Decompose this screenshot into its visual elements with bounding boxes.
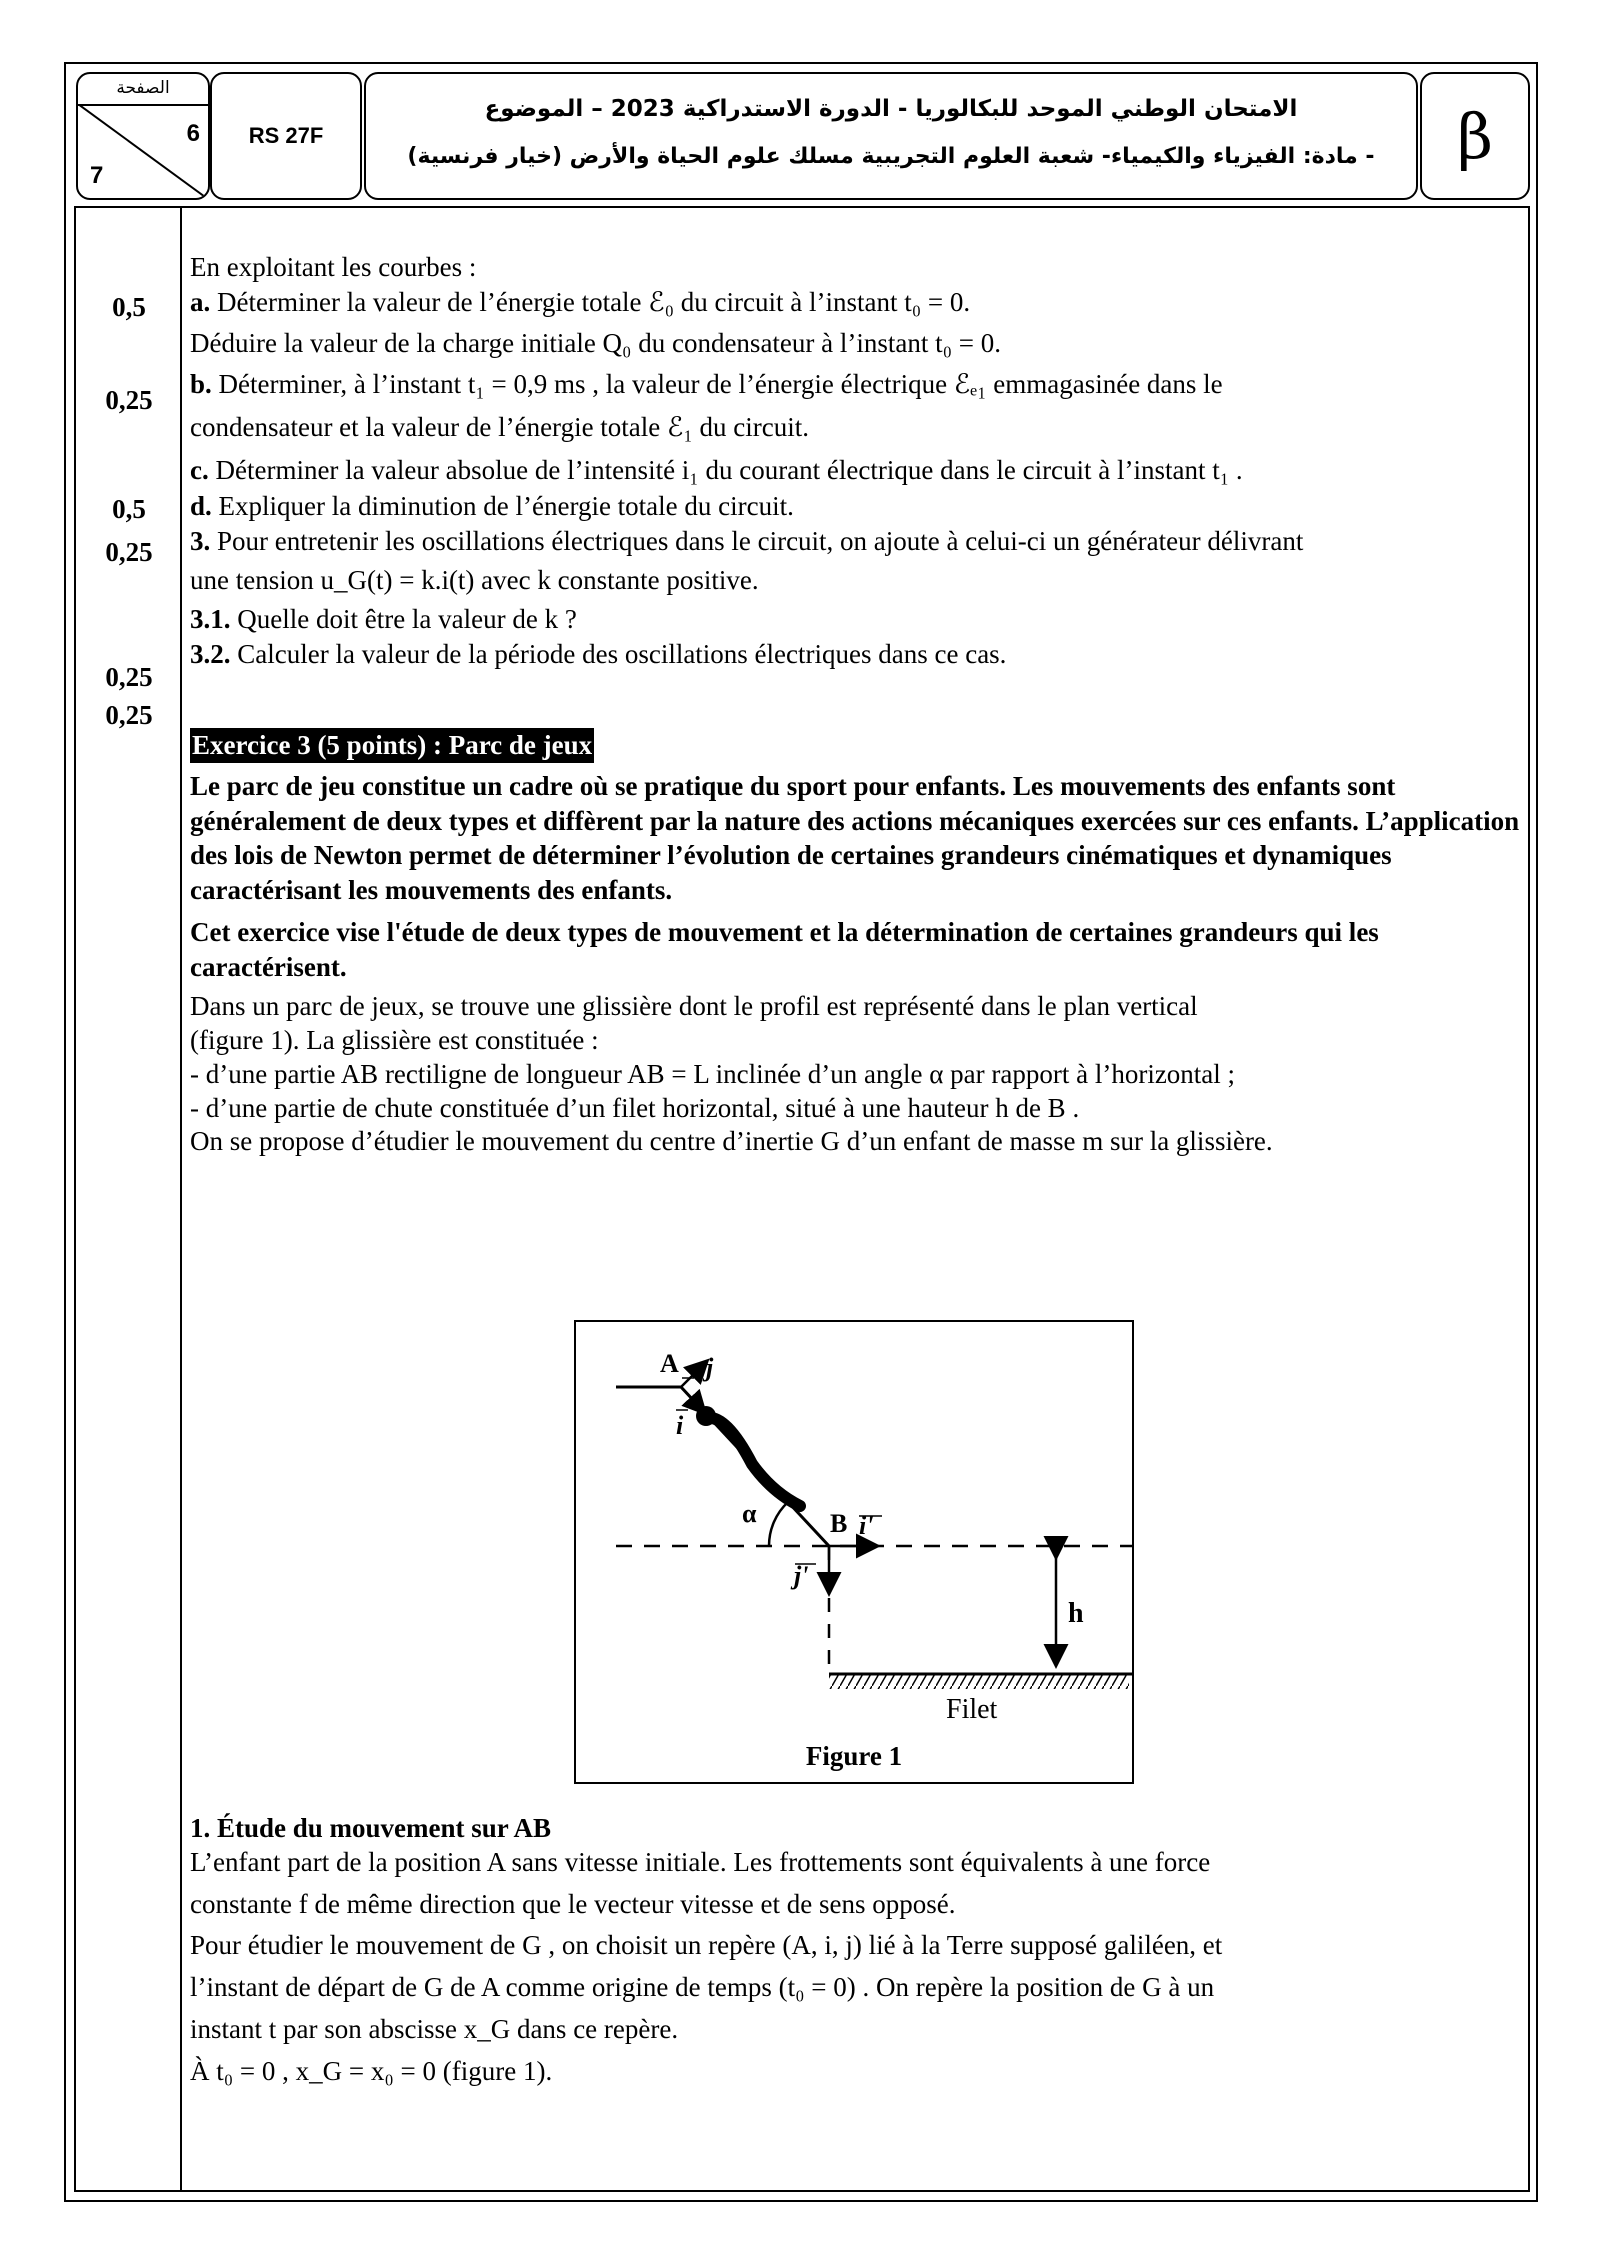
net-hatching bbox=[829, 1675, 1129, 1689]
angle-alpha-arc bbox=[769, 1502, 788, 1546]
question-a: a. Déterminer la valeur de l’énergie totale ℰ₀ du circuit à l’instant t₀ = 0. bbox=[190, 287, 971, 318]
question-c: c. Déterminer la valeur absolue de l’intensité i₁ du courant électrique dans le circuit à l’instant t₁ . bbox=[190, 455, 1243, 486]
description-line3: - d’une partie AB rectiligne de longueur AB = L inclinée d’un angle α par rapport à l’horizontal ; bbox=[190, 1058, 1236, 1089]
label-h: h bbox=[1068, 1598, 1084, 1629]
section-1-line3: Pour étudier le mouvement de G , on choisit un repère (A, i, j) lié à la Terre supposé galiléen, et bbox=[190, 1930, 1223, 1961]
question-d: d. Expliquer la diminution de l’énergie totale du circuit. bbox=[190, 490, 794, 521]
description-line5: On se propose d’étudier le mouvement du centre d’inertie G d’un enfant de masse m sur la glissière. bbox=[190, 1126, 1273, 1157]
question-b: b. Déterminer, à l’instant t₁ = 0,9 ms , la valeur de l’énergie électrique ℰₑ₁ emmagasinée dans le bbox=[190, 369, 1223, 400]
version-badge: β bbox=[1420, 72, 1530, 200]
exercise-goal: Cet exercice vise l'étude de deux types de mouvement et la détermination de certaines grandeurs qui les caractérisent. bbox=[190, 917, 1379, 982]
exercise-intro: Le parc de jeu constitue un cadre où se pratique du sport pour enfants. Les mouvements des enfants sont généralement de deux types et diffèrent par la nature des actions mécaniques exercées sur ces enfants. L’application des lois de Newton permet de déterminer l’évolution de certaines grandeurs cinématiques et dynamiques caractérisant les mouvements des enfants. bbox=[190, 771, 1520, 905]
figure-caption: Figure 1 bbox=[805, 1741, 903, 1771]
question-3-2: 3.2. Calculer la valeur de la période des oscillations électriques dans ce cas. bbox=[190, 638, 1007, 669]
slide-diagram bbox=[576, 1322, 1132, 1782]
question-3-1: 3.1. Quelle doit être la valeur de k ? bbox=[190, 603, 577, 634]
content bbox=[190, 250, 1520, 1159]
section-1-line2: constante f de même direction que le vecteur vitesse et de sens opposé. bbox=[190, 1888, 956, 1919]
exam-title-box bbox=[364, 72, 1418, 200]
vector-j-arrow bbox=[681, 1362, 706, 1387]
figure-1 bbox=[574, 1320, 1134, 1784]
exam-title-line2: - مادة: الفيزياء والكيمياء- شعبة العلوم التجريبية مسلك علوم الحياة والأرض (خيار فرنسية) bbox=[407, 144, 1375, 169]
intro-text: En exploitant les courbes : bbox=[190, 252, 477, 282]
score-qa: 0,5 bbox=[112, 292, 146, 322]
description-line1: Dans un parc de jeux, se trouve une glissière dont le profil est représenté dans le plan vertical bbox=[190, 991, 1198, 1022]
score-qb: 0,25 bbox=[105, 385, 153, 415]
exercise-title: Exercice 3 (5 points) : Parc de jeux bbox=[190, 728, 594, 763]
score-q31: 0,25 bbox=[105, 662, 153, 692]
section-1-line1: L’enfant part de la position A sans vitesse initiale. Les frottements sont équivalents à une force bbox=[190, 1846, 1211, 1877]
label-j: j bbox=[706, 1353, 714, 1382]
label-A: A bbox=[660, 1349, 679, 1378]
label-filet: Filet bbox=[946, 1694, 998, 1725]
question-3: 3. Pour entretenir les oscillations électriques dans le circuit, on ajoute à celui-ci un générateur délivrant bbox=[190, 525, 1304, 556]
description-line4: - d’une partie de chute constituée d’un filet horizontal, situé à une hauteur h de B . bbox=[190, 1092, 1080, 1123]
question-b-line2: condensateur et la valeur de l’énergie totale ℰ₁ du circuit. bbox=[190, 412, 809, 443]
description-line2: (figure 1). La glissière est constituée : bbox=[190, 1025, 599, 1056]
score-qc: 0,5 bbox=[112, 494, 146, 524]
page-total: 7 bbox=[90, 162, 104, 189]
label-i: i bbox=[676, 1411, 684, 1440]
section-1-title: 1. Étude du mouvement sur AB bbox=[190, 1813, 552, 1843]
label-i-prime: i' bbox=[859, 1511, 874, 1540]
exam-code: RS 27F bbox=[210, 72, 362, 200]
section-1-line6: À t₀ = 0 , x_G = x₀ = 0 (figure 1). bbox=[190, 2055, 553, 2086]
vector-i-arrow bbox=[681, 1387, 704, 1412]
label-alpha: α bbox=[742, 1499, 757, 1528]
score-qd: 0,25 bbox=[105, 537, 153, 567]
section-1-line4: l’instant de départ de G de A comme origine de temps (t₀ = 0) . On repère la position de G à un bbox=[190, 1972, 1215, 2002]
page-current: 6 bbox=[186, 120, 200, 147]
page-number-box bbox=[76, 72, 210, 200]
label-j-prime: j' bbox=[794, 1561, 809, 1590]
page-label: الصفحة bbox=[78, 74, 208, 106]
question-a-line2: Déduire la valeur de la charge initiale Q₀ du condensateur à l’instant t₀ = 0. bbox=[190, 328, 1002, 359]
section-1 bbox=[190, 1812, 1520, 2088]
score-q32: 0,25 bbox=[105, 700, 153, 730]
section-1-line5: instant t par son abscisse x_G dans ce repère. bbox=[190, 2013, 679, 2044]
label-B: B bbox=[830, 1509, 848, 1538]
exam-title-line1: الامتحان الوطني الموحد للبكالوريا - الدورة الاستدراكية 2023 – الموضوع bbox=[484, 96, 1298, 122]
question-3-line2: une tension u_G(t) = k.i(t) avec k constante positive. bbox=[190, 564, 759, 595]
